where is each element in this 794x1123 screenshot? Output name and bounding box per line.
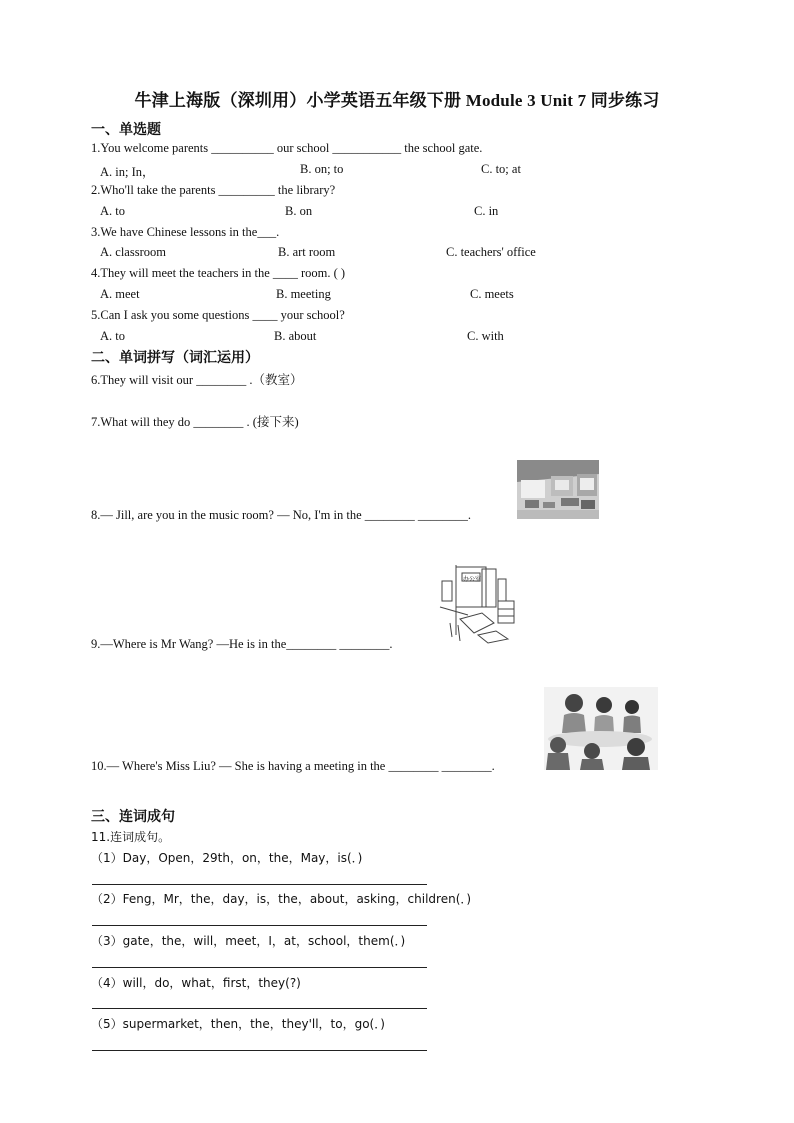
page-title: 牛津上海版（深圳用）小学英语五年级下册 Module 3 Unit 7 同步练习 [134, 91, 660, 110]
q3-option-b: B. art room [278, 245, 336, 259]
q3-option-a: A. classroom [100, 245, 166, 259]
question-10: 10.— Where's Miss Liu? — She is having a meeting in the ________ ________. [91, 759, 495, 773]
answer-line-5[interactable] [92, 1050, 427, 1051]
q4-option-b: B. meeting [276, 287, 331, 301]
sentence-item-1: （1）Day，Open，29th，on，the，May，is(．) [91, 851, 363, 865]
answer-line-2[interactable] [92, 925, 427, 926]
sentence-item-2: （2）Feng，Mr，the，day，is，the，about，asking，children(．) [91, 892, 472, 906]
question-9: 9.—Where is Mr Wang? —He is in the________ ________. [91, 637, 393, 651]
question-1: 1.You welcome parents __________ our school ___________ the school gate. [91, 141, 483, 155]
question-6: 6.They will visit our ________ .（教室） [91, 373, 303, 387]
q5-option-c: C. with [467, 329, 504, 343]
q2-option-b: B. on [285, 204, 313, 218]
office-picture [438, 563, 526, 645]
q1-option-c: C. to; at [481, 162, 521, 176]
section-heading-2: 二、单词拼写（词汇运用） [91, 350, 259, 366]
sentence-item-4: （4）will，do，what，first，they(?) [91, 976, 301, 990]
sentence-item-5: （5）supermarket，then，the，they'll，to，go(．) [91, 1017, 385, 1031]
question-2: 2.Who'll take the parents _________ the library? [91, 183, 336, 197]
q4-option-c: C. meets [470, 287, 514, 301]
q3-option-c: C. teachers' office [446, 245, 536, 259]
question-4: 4.They will meet the teachers in the ____ room. ( ) [91, 266, 346, 280]
classroom-picture [517, 460, 599, 519]
q1-option-a: A. in; In， [100, 165, 155, 179]
office-sign: 办公室 [463, 576, 482, 583]
sentence-item-3: （3）gate，the，will，meet，I，at，school，them(．) [91, 934, 406, 948]
q4-option-a: A. meet [100, 287, 140, 301]
answer-line-3[interactable] [92, 967, 427, 968]
q2-option-a: A. to [100, 204, 125, 218]
q2-option-c: C. in [474, 204, 499, 218]
section-heading-1: 一、单选题 [91, 122, 161, 138]
q5-option-b: B. about [274, 329, 317, 343]
section3-intro: 11.连词成句。 [91, 830, 171, 844]
question-5: 5.Can I ask you some questions ____ your school? [91, 308, 345, 322]
q5-option-a: A. to [100, 329, 125, 343]
question-7: 7.What will they do ________ . (接下来) [91, 415, 299, 429]
q1-option-b: B. on; to [300, 162, 344, 176]
question-8: 8.— Jill, are you in the music room? — No, I'm in the ________ ________. [91, 508, 471, 522]
section-heading-3: 三、连词成句 [91, 809, 175, 825]
answer-line-4[interactable] [92, 1008, 427, 1009]
question-3: 3.We have Chinese lessons in the___. [91, 225, 280, 239]
answer-line-1[interactable] [92, 884, 427, 885]
meeting-room-picture [544, 687, 658, 770]
